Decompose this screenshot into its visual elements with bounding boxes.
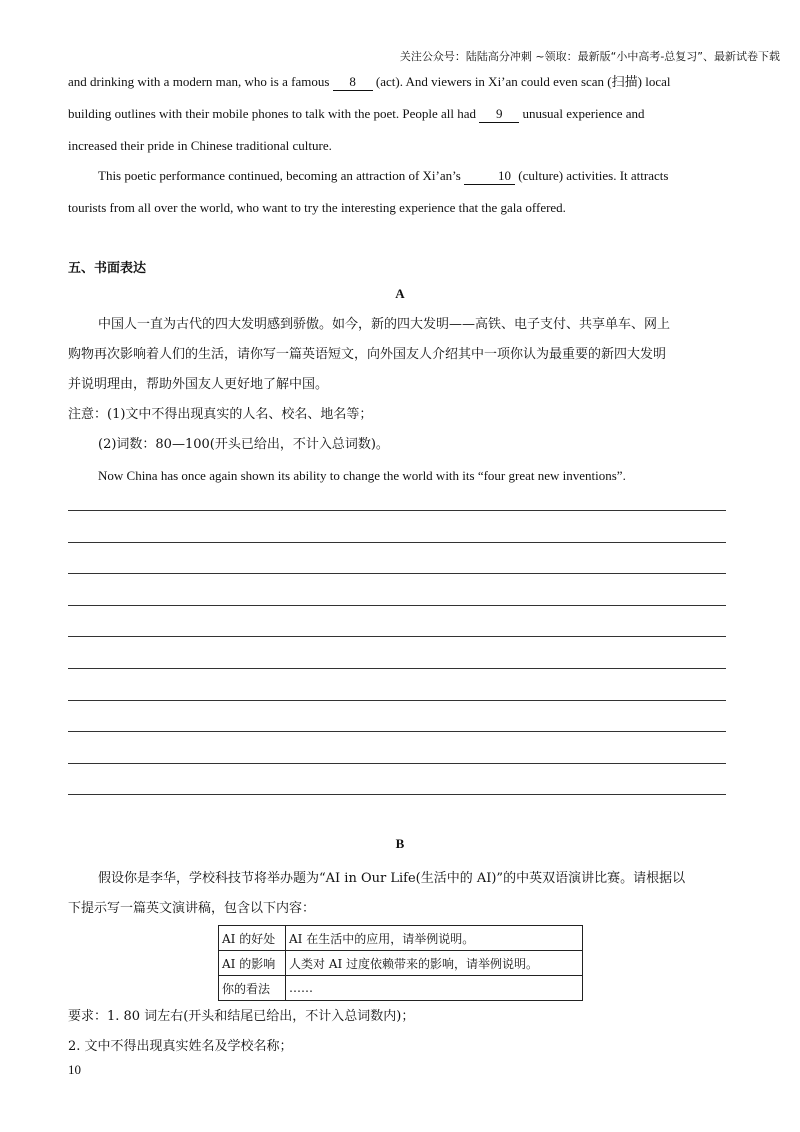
writing-line[interactable] — [68, 794, 726, 795]
table-row — [219, 926, 583, 951]
part-b-prompt-line-1: 假设你是李华，学校科技节将举办题为“AI in Our Life(生活中的 AI)”的中英双语演讲比赛。请根据以 — [98, 871, 686, 886]
part-a-prompt-line-3: 并说明理由，帮助外国友人更好地了解中国。 — [68, 377, 329, 392]
part-a-label: A — [395, 286, 405, 301]
passage-text: This poetic performance continued, becoming an attraction of Xi’an’s — [98, 168, 465, 183]
part-b-requirement-2: 2. 文中不得出现真实姓名及学校名称； — [68, 1039, 293, 1054]
table-cell-content: AI 在生活中的应用，请举例说明。 — [286, 926, 583, 951]
writing-line[interactable] — [68, 763, 726, 764]
table-cell-content: …… — [286, 976, 583, 1001]
part-a-opening-sentence: Now China has once again shown its ability to change the world with its “four great new inventions”. — [98, 468, 626, 483]
writing-line[interactable] — [68, 510, 726, 511]
table-cell-label: AI 的影响 — [219, 951, 286, 976]
header-note: 关注公众号：陆陆高分冲刺 ~领取：最新版“小中高考-总复习”、最新试卷下载 — [399, 50, 780, 63]
section-heading: 五、书面表达 — [68, 261, 147, 276]
part-b-prompt-line-2: 下提示写一篇英文演讲稿，包含以下内容： — [68, 901, 316, 916]
part-a-prompt-line-1: 中国人一直为古代的四大发明感到骄傲。如今，新的四大发明——高铁、电子支付、共享单车、网上 — [98, 317, 671, 332]
table-cell-content: 人类对 AI 过度依赖带来的影响，请举例说明。 — [286, 951, 583, 976]
writing-line[interactable] — [68, 700, 726, 701]
passage-paragraph-2-line-2: tourists from all over the world, who want to try the interesting experience that the gala offered. — [68, 200, 566, 215]
writing-line[interactable] — [68, 573, 726, 574]
writing-line[interactable] — [68, 605, 726, 606]
part-a-prompt-line-2: 购物再次影响着人们的生活，请你写一篇英语短文，向外国友人介绍其中一项你认为最重要的新四大发明 — [68, 347, 667, 362]
passage-text: (culture) activities. It attracts — [515, 168, 669, 183]
table-row — [219, 976, 583, 1001]
table-cell-label: AI 的好处 — [219, 926, 286, 951]
part-b-label: B — [395, 836, 405, 851]
content-table — [218, 925, 583, 1001]
table-row — [219, 951, 583, 976]
passage-paragraph-2 — [68, 160, 732, 192]
blank-8: 8 — [333, 74, 373, 91]
passage-line-1 — [68, 66, 732, 98]
passage-line-3: increased their pride in Chinese traditional culture. — [68, 138, 332, 153]
blank-10: 10 — [464, 168, 515, 185]
passage-text: and drinking with a modern man, who is a famous — [68, 74, 333, 89]
writing-line[interactable] — [68, 731, 726, 732]
part-a-note-1: 注意：(1)文中不得出现真实的人名、校名、地名等； — [68, 407, 373, 422]
writing-line[interactable] — [68, 668, 726, 669]
part-b-requirement-1: 要求：1. 80 词左右(开头和结尾已给出，不计入总词数内)； — [68, 1009, 415, 1024]
writing-line[interactable] — [68, 636, 726, 637]
passage-text: building outlines with their mobile phones to talk with the poet. People all had — [68, 106, 480, 121]
table-cell-label: 你的看法 — [219, 976, 286, 1001]
passage-text: (act). And viewers in Xi’an could even scan (扫描) local — [372, 74, 671, 89]
blank-9: 9 — [479, 106, 519, 123]
passage-line-2 — [68, 98, 732, 130]
writing-line[interactable] — [68, 542, 726, 543]
page-number: 10 — [68, 1062, 81, 1077]
passage-text: unusual experience and — [519, 106, 645, 121]
part-a-note-2: (2)词数：80—100(开头已给出，不计入总词数)。 — [98, 437, 389, 452]
